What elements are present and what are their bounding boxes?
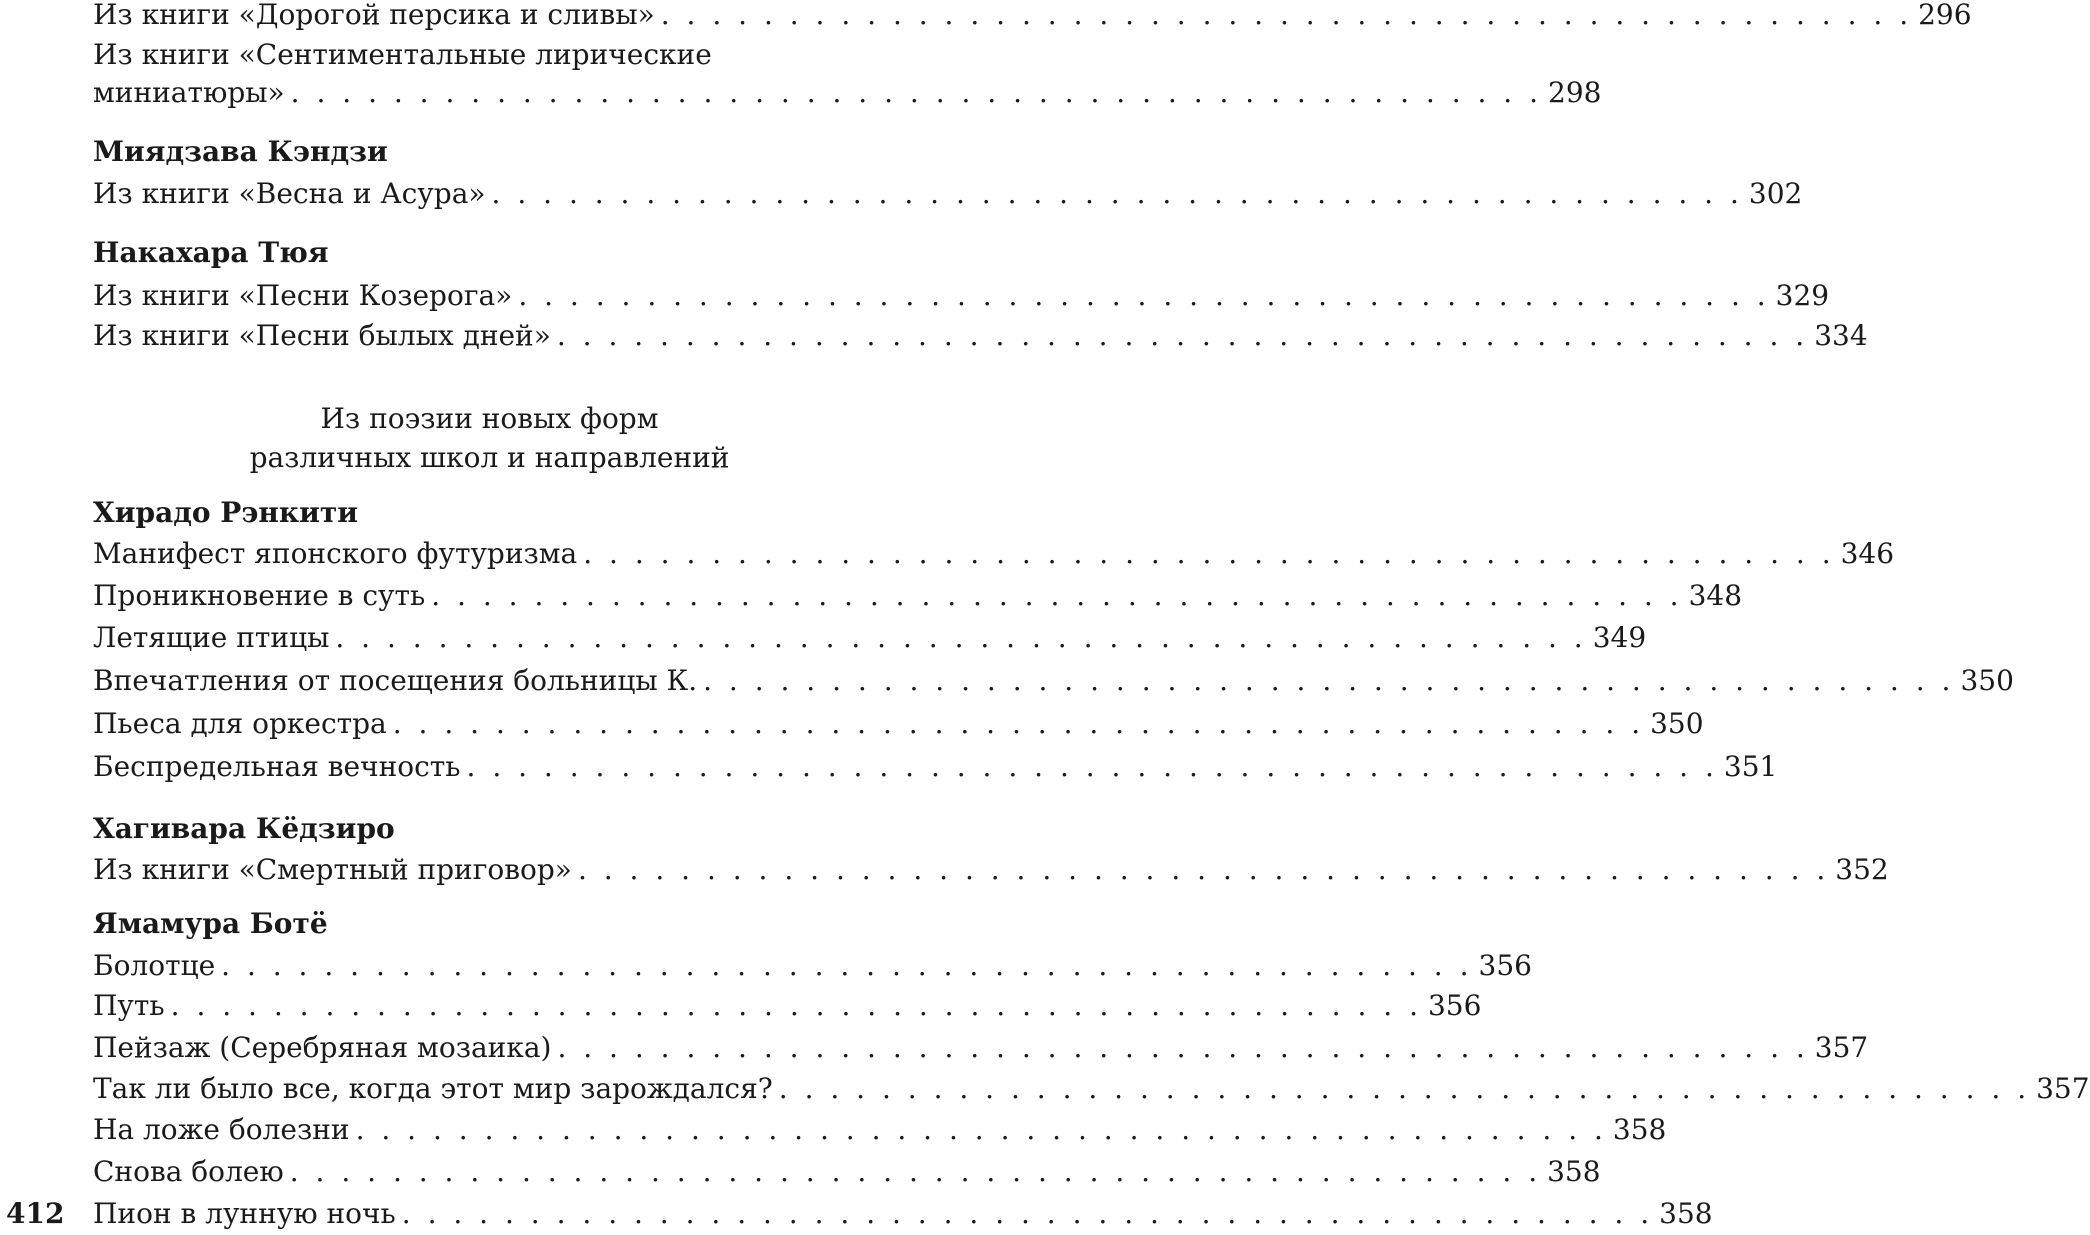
dot-leader: . . . . . . . . . . . . . . . . . . . . . . . . . . . . . . . . . . . . . . . . . . . . . . . . . <box>778 1072 2031 1105</box>
dot-leader: . . . . . . . . . . . . . . . . . . . . . . . . . . . . . . . . . . . . . . . . . . . . . . . . . <box>335 621 1587 654</box>
entry-title: Из книги «Песни былых дней» <box>93 319 551 352</box>
entry-title: Болотце <box>93 949 216 982</box>
toc-entry <box>93 315 1868 357</box>
entry-page: 356 <box>1427 989 1482 1022</box>
dot-leader: . . . . . . . . . . . . . . . . . . . . . . . . . . . . . . . . . . . . . . . . . . . . . . . . . <box>577 853 1830 886</box>
toc-entry <box>93 0 1972 36</box>
toc-entry <box>93 1027 1869 1069</box>
author-name: Накахара Тюя <box>93 236 329 269</box>
entry-title: Так ли было все, когда этот мир зарождался? <box>93 1072 773 1105</box>
entry-page: 334 <box>1814 319 1868 352</box>
toc-entry <box>93 575 1743 617</box>
entry-title: Летящие птицы <box>93 621 330 654</box>
dot-leader: . . . . . . . . . . . . . . . . . . . . . . . . . . . . . . . . . . . . . . . . . . . . . . . . . <box>660 0 1913 31</box>
entry-title: Проникновение в суть <box>93 579 426 612</box>
entry-title: Манифест японского футуризма <box>93 537 578 570</box>
entry-title: миниатюры» <box>93 76 285 109</box>
toc-entry <box>93 72 1602 114</box>
entry-title: Пейзаж (Серебряная мозаика) <box>93 1031 552 1064</box>
entry-page: 357 <box>2036 1072 2090 1105</box>
entry-title: Из книги «Дорогой персика и сливы» <box>93 0 655 31</box>
dot-leader: . . . . . . . . . . . . . . . . . . . . . . . . . . . . . . . . . . . . . . . . . . . . . . . . . <box>289 1155 1542 1188</box>
author-name: Хагивара Кёдзиро <box>93 812 395 845</box>
toc-entry <box>93 173 1803 215</box>
entry-page: 296 <box>1918 0 1972 31</box>
entry-page: 358 <box>1659 1197 1713 1230</box>
dot-leader: . . . . . . . . . . . . . . . . . . . . . . . . . . . . . . . . . . . . . . . . . . . . . . . . . <box>556 319 1809 352</box>
entry-title: Пьеса для оркестра <box>93 707 387 740</box>
dot-leader: . . . . . . . . . . . . . . . . . . . . . . . . . . . . . . . . . . . . . . . . . . . . . . . . . <box>557 1031 1809 1064</box>
entry-page: 302 <box>1748 177 1803 210</box>
entry-page: 329 <box>1775 279 1830 312</box>
author-name: Миядзава Кэндзи <box>93 135 388 168</box>
author-name: Хирадо Рэнкити <box>93 496 359 529</box>
toc-entry <box>93 533 1895 575</box>
entry-page: 350 <box>1960 664 2014 697</box>
entry-page: 348 <box>1688 579 1743 612</box>
author-name: Ямамура Ботё <box>93 907 328 940</box>
entry-page: 351 <box>1723 750 1778 783</box>
entry-title: Из книги «Смертный приговор» <box>93 853 572 886</box>
section-heading-line1: Из поэзии новых форм <box>320 402 659 435</box>
dot-leader: . . . . . . . . . . . . . . . . . . . . . . . . . . . . . . . . . . . . . . . . . . . . . . . . . <box>401 1197 1654 1230</box>
entry-page: 356 <box>1478 949 1532 982</box>
toc-entry <box>93 746 1778 788</box>
entry-title: Впечатления от посещения больницы К. <box>93 664 698 697</box>
toc-entry <box>93 945 1532 987</box>
toc-entry <box>93 1109 1667 1151</box>
dot-leader: . . . . . . . . . . . . . . . . . . . . . . . . . . . . . . . . . . . . . . . . . . . . . . . . . <box>466 750 1718 783</box>
toc-entry <box>93 985 1482 1027</box>
dot-leader: . . . . . . . . . . . . . . . . . . . . . . . . . . . . . . . . . . . . . . . . . . . . . . . . . <box>518 279 1770 312</box>
dot-leader: . . . . . . . . . . . . . . . . . . . . . . . . . . . . . . . . . . . . . . . . . . . . . . . . . <box>703 664 1955 697</box>
entry-page: 358 <box>1612 1113 1667 1146</box>
entry-title: На ложе болезни <box>93 1113 350 1146</box>
dot-leader: . . . . . . . . . . . . . . . . . . . . . . . . . . . . . . . . . . . . . . . . . . . . . . . . . <box>392 707 1645 740</box>
toc-entry <box>93 1151 1601 1193</box>
dot-leader: . . . . . . . . . . . . . . . . . . . . . . . . . . . . . . . . . . . . . . . . . . . . . . . . . <box>290 76 1543 109</box>
toc-entry <box>93 275 1830 317</box>
toc-entry <box>93 660 2014 702</box>
dot-leader: . . . . . . . . . . . . . . . . . . . . . . . . . . . . . . . . . . . . . . . . . . . . . . . . . <box>221 949 1473 982</box>
entry-title: Снова болею <box>93 1155 284 1188</box>
toc-entry <box>93 1068 2090 1110</box>
entry-title: Из книги «Весна и Асура» <box>93 177 486 210</box>
dot-leader: . . . . . . . . . . . . . . . . . . . . . . . . . . . . . . . . . . . . . . . . . . . . . . . . . <box>355 1113 1607 1146</box>
toc-entry <box>93 703 1704 745</box>
dot-leader: . . . . . . . . . . . . . . . . . . . . . . . . . . . . . . . . . . . . . . . . . . . . . . . . . <box>583 537 1835 570</box>
toc-entry <box>93 1193 1713 1235</box>
entry-title: Беспредельная вечность <box>93 750 461 783</box>
entry-page: 349 <box>1592 621 1647 654</box>
dot-leader: . . . . . . . . . . . . . . . . . . . . . . . . . . . . . . . . . . . . . . . . . . . . . . . . . <box>170 989 1422 1022</box>
entry-page: 358 <box>1547 1155 1601 1188</box>
entry-title: Путь <box>93 989 165 1022</box>
entry-title-line1: Из книги «Сентиментальные лирические <box>93 38 712 71</box>
section-heading-line2: различных школ и направлений <box>249 441 730 474</box>
toc-entry <box>93 617 1647 659</box>
page-number: 412 <box>6 1197 65 1230</box>
entry-page: 357 <box>1814 1031 1869 1064</box>
entry-page: 298 <box>1548 76 1602 109</box>
entry-page: 350 <box>1650 707 1704 740</box>
entry-title: Из книги «Песни Козерога» <box>93 279 513 312</box>
dot-leader: . . . . . . . . . . . . . . . . . . . . . . . . . . . . . . . . . . . . . . . . . . . . . . . . . <box>491 177 1743 210</box>
entry-page: 352 <box>1835 853 1889 886</box>
dot-leader: . . . . . . . . . . . . . . . . . . . . . . . . . . . . . . . . . . . . . . . . . . . . . . . . . <box>431 579 1683 612</box>
entry-title: Пион в лунную ночь <box>93 1197 396 1230</box>
toc-entry <box>93 849 1889 891</box>
entry-page: 346 <box>1840 537 1895 570</box>
